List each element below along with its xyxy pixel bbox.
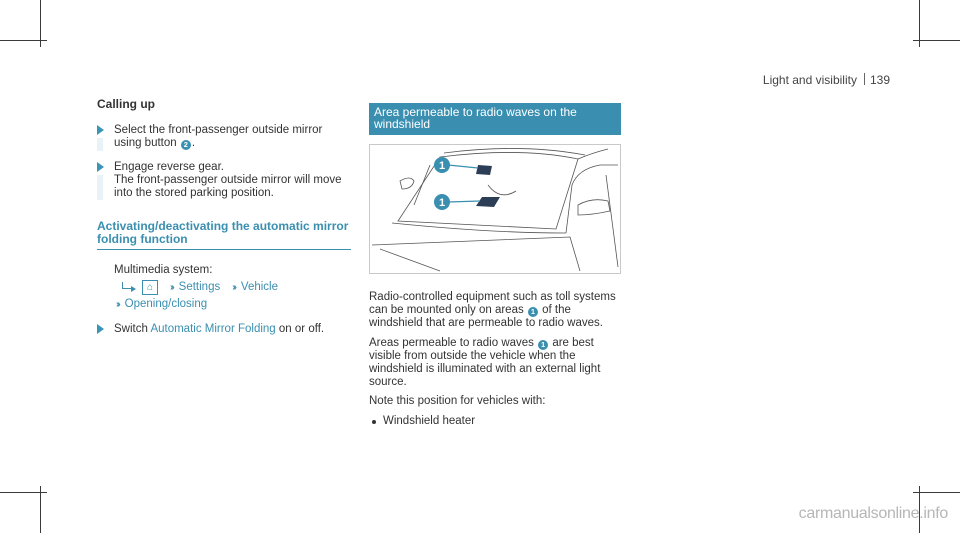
automatic-mirror-folding-setting[interactable]: Automatic Mirror Folding <box>150 322 276 335</box>
step-switch: Switch Automatic Mirror Folding on or off. <box>78 323 351 336</box>
menu-path-arrow-icon <box>122 282 132 289</box>
nav-settings[interactable]: Settings <box>178 281 221 294</box>
section-heading: Activating/deactivating the automatic mirror folding function <box>97 220 351 250</box>
paragraph: Areas permeable to radio waves 1 are best visible from outside the vehicle when the windshield is illuminated with an external light source. <box>369 336 601 389</box>
crop-mark <box>913 492 960 493</box>
nav-opening-closing[interactable]: Opening/closing <box>124 298 208 311</box>
multimedia-label: Multimedia system: <box>114 264 213 277</box>
callout-badge-1: 1 <box>528 307 538 317</box>
paragraph: Radio-controlled equipment such as toll systems can be mounted only on areas 1 of the windshield that are permeable to radio waves. <box>369 291 616 330</box>
paragraph: Note this position for vehicles with: <box>369 395 546 408</box>
left-column <box>78 98 351 346</box>
crop-mark <box>40 486 41 533</box>
watermark: carmanualsonline.info <box>798 505 948 522</box>
crop-mark <box>0 492 47 493</box>
list-item: Windshield heater <box>369 415 621 428</box>
double-chevron-icon: ›› <box>232 282 235 294</box>
step-arrow-icon <box>97 162 104 172</box>
right-column <box>369 103 621 428</box>
step-arrow-icon <box>97 125 104 135</box>
section-title: Calling up <box>97 97 155 111</box>
nav-path-line2 <box>114 298 351 311</box>
double-chevron-icon: ›› <box>116 299 119 311</box>
home-icon[interactable]: ⌂ <box>142 280 158 295</box>
crop-mark <box>0 40 47 41</box>
page-number: 139 <box>869 73 890 87</box>
nav-vehicle[interactable]: Vehicle <box>240 281 278 294</box>
double-chevron-icon: ›› <box>170 282 173 294</box>
windshield-illustration <box>370 145 620 273</box>
crop-mark <box>913 40 960 41</box>
step-arrow-icon <box>97 324 104 334</box>
body-text <box>369 291 621 428</box>
figure-banner: Area permeable to radio waves on the windshield <box>369 103 621 135</box>
callout-badge-2: 2 <box>181 140 191 150</box>
step-select-mirror: Select the front-passenger outside mirror using button 2 . <box>78 124 351 150</box>
callout-badge-1: 1 <box>538 340 548 350</box>
header-title: Light and visibility <box>762 73 857 87</box>
step-engage-reverse: Engage reverse gear. The front-passenger outside mirror will move into the stored parking position. <box>78 161 351 201</box>
figure-callout-label: 1 <box>438 160 446 172</box>
figure-callout-label: 1 <box>438 197 446 209</box>
windshield-figure <box>369 144 621 274</box>
nav-path <box>114 280 351 295</box>
page-header <box>763 73 890 87</box>
